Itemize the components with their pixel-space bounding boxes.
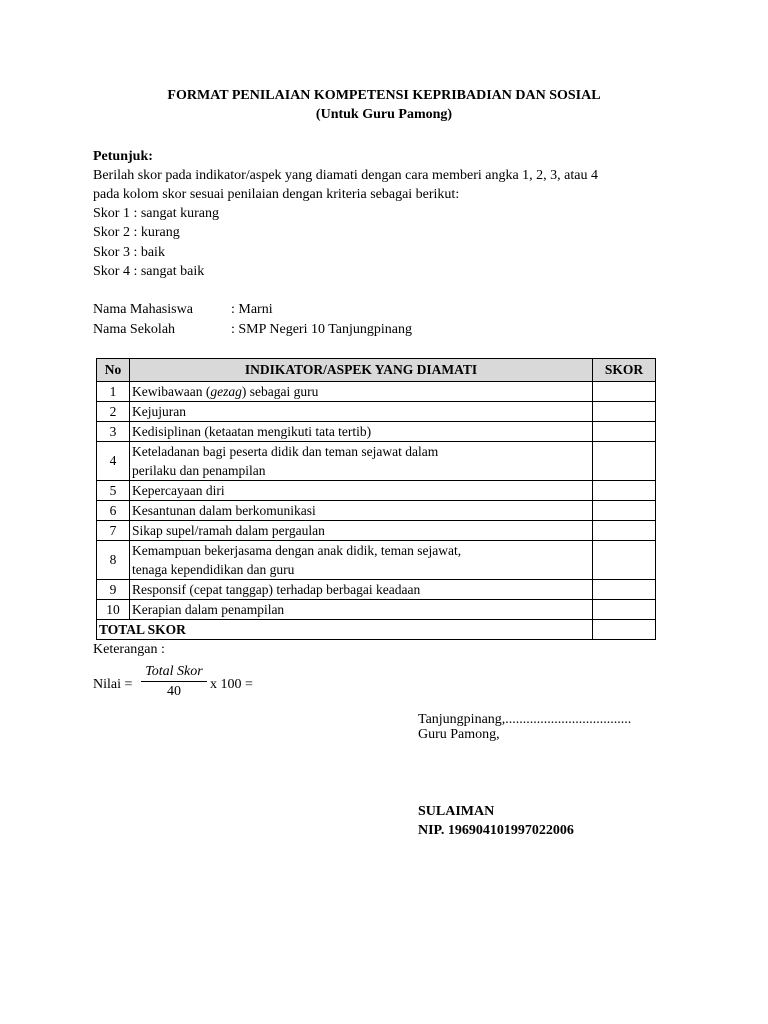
score-criterion-3: Skor 3 : baik: [93, 245, 165, 260]
row-number: 2: [97, 402, 130, 422]
indicator-italic-term: gezag: [210, 384, 242, 399]
formula-fraction: [141, 664, 207, 700]
formula-denominator: 40: [167, 684, 181, 699]
score-cell[interactable]: [593, 580, 656, 600]
formula-numerator: Total Skor: [141, 664, 207, 682]
row-number: 6: [97, 501, 130, 521]
total-row: [97, 620, 656, 640]
notes-label: Keterangan :: [93, 642, 165, 657]
indicator-text: ) sebagai guru: [241, 384, 319, 399]
document-subtitle: (Untuk Guru Pamong): [315, 107, 453, 122]
table-row: [97, 422, 656, 442]
instructions-line-1: Berilah skor pada indikator/aspek yang diamati dengan cara memberi angka 1, 2, 3, atau 4: [93, 168, 598, 183]
table-row: [97, 402, 656, 422]
row-number: 3: [97, 422, 130, 442]
signer-name: SULAIMAN: [418, 804, 495, 819]
row-indicator: Responsif (cepat tanggap) terhadap berbagai keadaan: [130, 580, 593, 600]
indicator-text: Kewibawaan (: [132, 384, 211, 399]
row-indicator: Kepercayaan diri: [130, 481, 593, 501]
school-name-label: Nama Sekolah: [93, 322, 176, 337]
score-cell[interactable]: [593, 382, 656, 402]
instructions-line-2: pada kolom skor sesuai penilaian dengan kriteria sebagai berikut:: [93, 187, 460, 202]
row-number: 1: [97, 382, 130, 402]
table-row: [97, 600, 656, 620]
score-cell[interactable]: [593, 442, 656, 481]
row-number: 5: [97, 481, 130, 501]
indicator-line-2: tenaga kependidikan dan guru: [132, 562, 295, 577]
score-cell[interactable]: [593, 541, 656, 580]
row-indicator: [130, 541, 593, 580]
row-indicator: Kerapian dalam penampilan: [130, 600, 593, 620]
row-number: 10: [97, 600, 130, 620]
instructions-heading: Petunjuk:: [93, 149, 153, 164]
total-score-label: TOTAL SKOR: [97, 620, 593, 640]
row-indicator: Sikap supel/ramah dalam pergaulan: [130, 521, 593, 541]
row-indicator: Kedisiplinan (ketaatan mengikuti tata tertib): [130, 422, 593, 442]
table-row: [97, 580, 656, 600]
indicator-line-1: Keteladanan bagi peserta didik dan teman sejawat dalam: [132, 444, 439, 459]
score-criterion-4: Skor 4 : sangat baik: [93, 264, 205, 279]
score-cell[interactable]: [593, 481, 656, 501]
table-row: [97, 382, 656, 402]
row-indicator: [130, 442, 593, 481]
score-cell[interactable]: [593, 521, 656, 541]
row-number: 7: [97, 521, 130, 541]
table-row: [97, 521, 656, 541]
row-number: 4: [97, 442, 130, 481]
table-row: [97, 501, 656, 521]
score-criterion-1: Skor 1 : sangat kurang: [93, 206, 219, 221]
formula-prefix: Nilai =: [93, 677, 133, 692]
row-number: 9: [97, 580, 130, 600]
school-name-value: : SMP Negeri 10 Tanjungpinang: [231, 322, 413, 337]
table-row: [97, 541, 656, 580]
table-row: [97, 481, 656, 501]
total-score-cell[interactable]: [593, 620, 656, 640]
score-criterion-2: Skor 2 : kurang: [93, 225, 180, 240]
row-indicator: Kejujuran: [130, 402, 593, 422]
document-title: FORMAT PENILAIAN KOMPETENSI KEPRIBADIAN DAN SOSIAL: [167, 88, 601, 103]
indicator-line-2: perilaku dan penampilan: [132, 463, 266, 478]
place-date: Tanjungpinang,....................................: [418, 712, 632, 727]
signer-nip: NIP. 196904101997022006: [418, 823, 574, 838]
header-no: No: [97, 359, 130, 382]
student-name-value: : Marni: [231, 302, 273, 317]
indicator-line-1: Kemampuan bekerjasama dengan anak didik, teman sejawat,: [132, 543, 462, 558]
score-cell[interactable]: [593, 422, 656, 442]
formula-suffix: x 100 =: [210, 677, 253, 692]
row-number: 8: [97, 541, 130, 580]
row-indicator: [130, 382, 593, 402]
row-indicator: Kesantunan dalam berkomunikasi: [130, 501, 593, 521]
score-cell[interactable]: [593, 600, 656, 620]
signer-role: Guru Pamong,: [418, 727, 500, 742]
table-header-row: [97, 359, 656, 382]
header-indicator: INDIKATOR/ASPEK YANG DIAMATI: [130, 359, 593, 382]
student-name-label: Nama Mahasiswa: [93, 302, 193, 317]
score-cell[interactable]: [593, 402, 656, 422]
assessment-table: [96, 358, 656, 640]
table-row: [97, 442, 656, 481]
header-score: SKOR: [593, 359, 656, 382]
score-cell[interactable]: [593, 501, 656, 521]
